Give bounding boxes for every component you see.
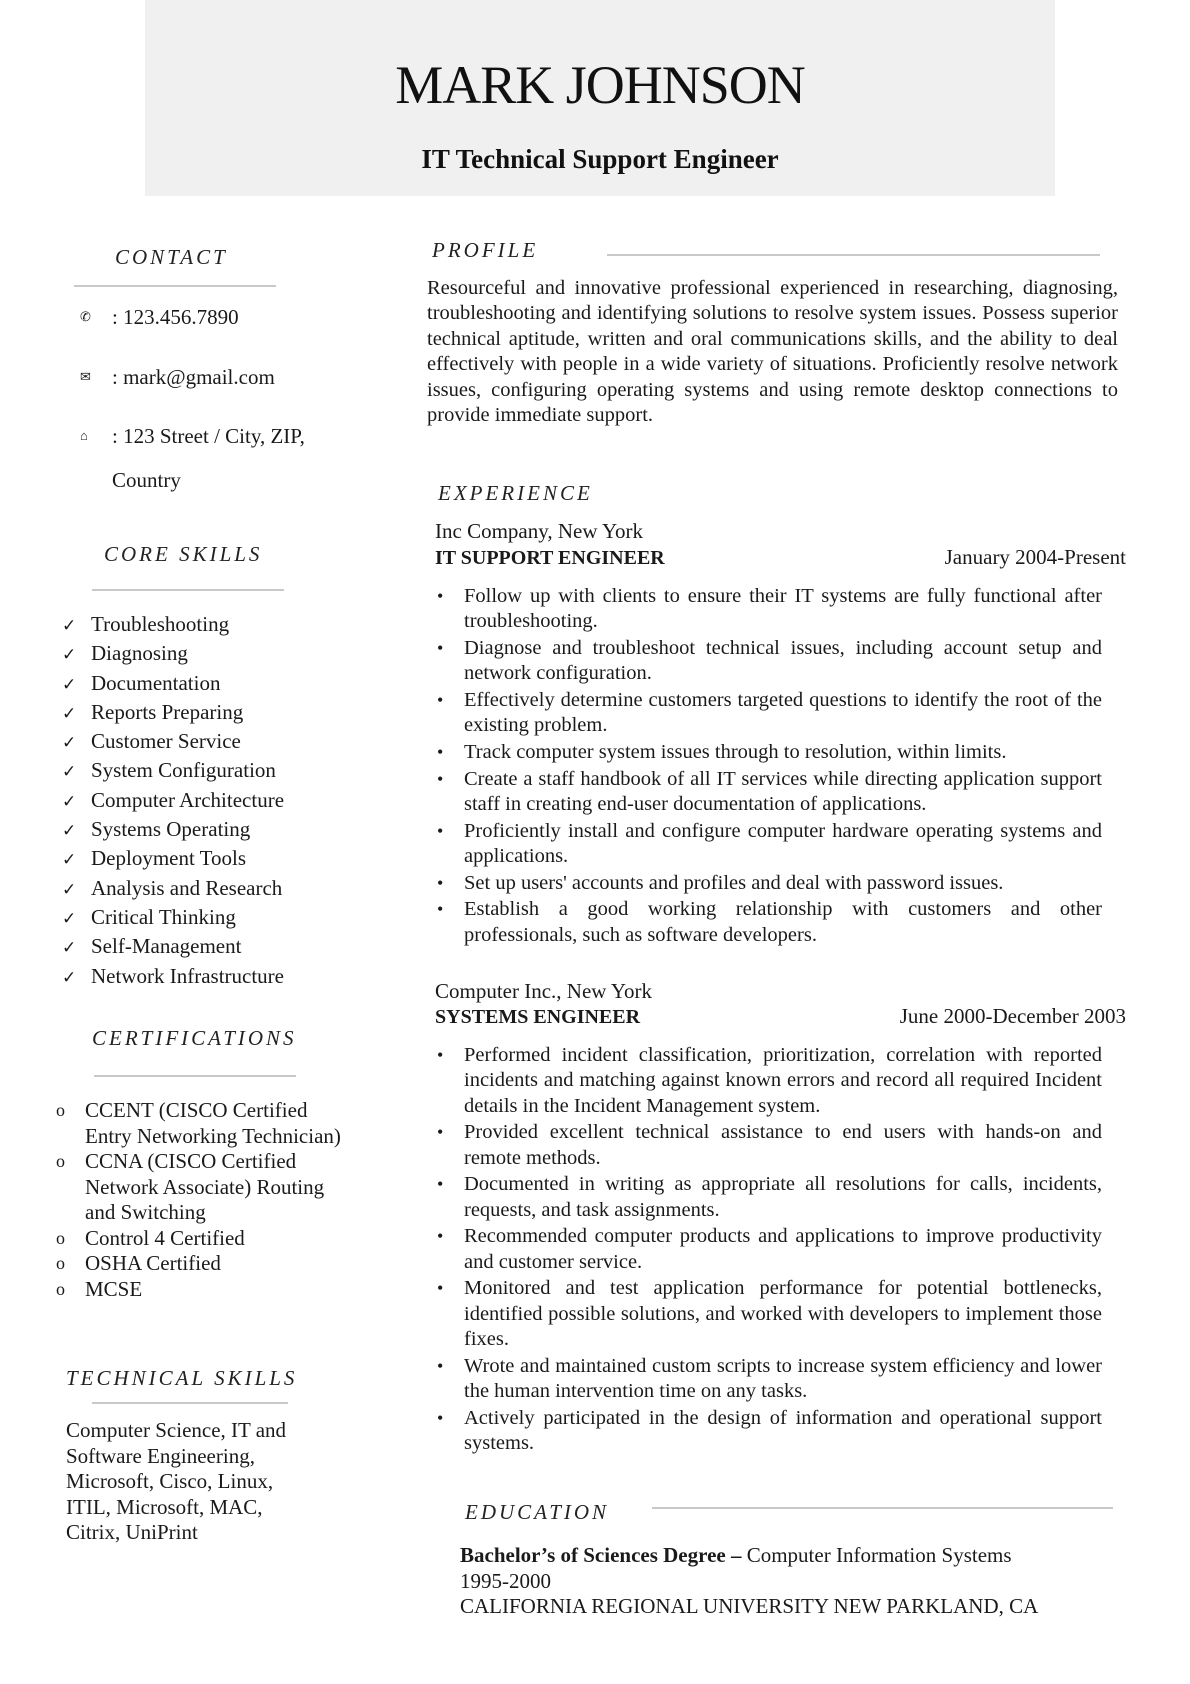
job2-dates: June 2000-December 2003	[899, 1004, 1126, 1028]
address-line1: : 123 Street / City, ZIP,	[112, 424, 305, 448]
bullet-icon: •	[437, 1355, 444, 1376]
circle-bullet-icon: o	[56, 1151, 65, 1171]
bullet-icon: •	[437, 768, 444, 789]
job2-bullets	[435, 1043, 1102, 1457]
skill-item: ✓ Reports Preparing	[62, 698, 284, 727]
job1-bullet-item: • Follow up with clients to ensure their IT systems are fully functional after troubleshooting.	[437, 585, 1102, 633]
certifications-heading: CERTIFICATIONS	[92, 1026, 297, 1050]
candidate-name: MARK JOHNSON	[395, 55, 805, 115]
header-banner	[145, 0, 1055, 196]
bullet-icon: •	[437, 899, 444, 920]
contact-phone	[80, 307, 239, 328]
job1-bullet-item: • Set up users' accounts and profiles and deal with password issues.	[435, 871, 1102, 896]
job-title: IT Technical Support Engineer	[421, 144, 779, 174]
skill-item: ✓ Network Infrastructure	[62, 962, 284, 991]
education-heading: EDUCATION	[465, 1500, 610, 1524]
certifications-divider	[94, 1075, 296, 1077]
job2-bullet-item: • Actively participated in the design of information and operational support systems.	[437, 1406, 1102, 1454]
job1-bullets	[435, 584, 1102, 949]
skill-item: ✓ Deployment Tools	[62, 844, 284, 873]
technical-skills-divider	[92, 1402, 288, 1404]
circle-bullet-icon: o	[56, 1278, 65, 1299]
bullet-icon: •	[437, 1278, 444, 1299]
check-icon: ✓	[62, 733, 77, 753]
core-skills-divider	[92, 589, 284, 591]
check-icon: ✓	[62, 616, 77, 635]
job2-company: Computer Inc., New York	[435, 979, 652, 1003]
education-degree: Bachelor’s of Sciences Degree –	[460, 1543, 742, 1567]
check-icon: ✓	[62, 645, 77, 665]
skill-item: ✓ Troubleshooting	[62, 610, 284, 639]
skill-item: ✓ Diagnosing	[62, 639, 284, 668]
bullet-icon: •	[437, 741, 444, 762]
check-icon: ✓	[62, 762, 77, 782]
job1-bullet-item: • Create a staff handbook of all IT services while directing application support staff in creating end-user documentation of applications.	[437, 767, 1102, 815]
bullet-icon: •	[437, 586, 444, 606]
experience-heading: EXPERIENCE	[438, 481, 593, 505]
bullet-icon: •	[437, 1122, 444, 1143]
contact-email	[80, 367, 275, 388]
job2-bullet-item: • Recommended computer products and applications to improve productivity and customer service.	[437, 1225, 1102, 1273]
job2-bullet-item: • Monitored and test application performance for potential bottlenecks, identified possible solutions, and worked with developers to implement those fixes.	[437, 1277, 1102, 1350]
job2-role: SYSTEMS ENGINEER	[435, 1006, 641, 1028]
check-icon: ✓	[62, 821, 77, 841]
job1-dates: January 2004-Present	[944, 545, 1126, 569]
technical-skills-heading: TECHNICAL SKILLS	[66, 1366, 298, 1390]
certification-item: o OSHA Certified	[56, 1251, 221, 1275]
contact-address	[80, 426, 305, 447]
skill-item: ✓ Computer Architecture	[62, 786, 284, 815]
check-icon: ✓	[62, 850, 77, 870]
job1-bullet-item: • Effectively determine customers targeted questions to identify the root of the existing problem.	[437, 688, 1102, 737]
job2-bullet-item: • Documented in writing as appropriate all resolutions for calls, incidents, requests, and task assignments.	[437, 1173, 1102, 1221]
skill-item: ✓ Systems Operating	[62, 815, 284, 844]
education-degree-line	[460, 1545, 1012, 1566]
check-icon: ✓	[62, 791, 77, 811]
core-skills-heading: CORE SKILLS	[104, 542, 263, 566]
contact-heading: CONTACT	[115, 245, 228, 269]
bullet-icon: •	[437, 872, 444, 893]
check-icon: ✓	[62, 879, 77, 899]
job2-bullet-item: • Provided excellent technical assistance to end users with hands-on and remote methods.	[437, 1121, 1102, 1169]
check-icon: ✓	[62, 703, 77, 723]
job1-bullet-item: • Proficiently install and configure computer hardware operating systems and applications.	[437, 819, 1102, 867]
job1-bullet-item: • Establish a good working relationship with customers and other professionals, such as software developers.	[437, 898, 1102, 946]
skill-item: ✓ Self-Management	[62, 932, 284, 961]
bullet-icon: •	[437, 689, 444, 710]
skill-item: ✓ System Configuration	[62, 756, 284, 785]
check-icon: ✓	[62, 938, 77, 958]
certification-item: o Control 4 Certified	[56, 1225, 245, 1250]
education-field: Computer Information Systems	[746, 1543, 1012, 1567]
check-icon: ✓	[62, 967, 77, 987]
bullet-icon: •	[437, 1226, 444, 1247]
technical-skills-text: Computer Science, IT and Software Engineering, Microsoft, Cisco, Linux, ITIL, Microsoft, MAC, Citrix, UniPrint	[66, 1418, 287, 1544]
bullet-icon: •	[437, 1174, 444, 1195]
profile-text: Resourceful and innovative professional experienced in researching, diagnosing, troubleshooting and identifying solutions to resolve system issues. Possess superior technical aptitude, written and oral communications skills, and the ability to deal effectively with people in a wide variety of situations. Proficiently resolve network issues, configuring operating systems and using remote desktop connections to provide immediate support.	[427, 277, 1118, 427]
job2-bullet-item: • Wrote and maintained custom scripts to increase system efficiency and lower the human intervention time on any tasks.	[437, 1354, 1102, 1402]
job1-company: Inc Company, New York	[435, 519, 644, 543]
email-text: : mark@gmail.com	[112, 365, 275, 389]
check-icon: ✓	[62, 674, 77, 694]
envelope-icon: ✉	[80, 369, 91, 384]
certifications-list	[56, 1098, 346, 1302]
phone-icon: ✆	[80, 309, 91, 324]
certification-item: o CCNA (CISCO Certified Network Associate) Routing and Switching	[56, 1149, 325, 1224]
skill-item: ✓ Critical Thinking	[62, 903, 284, 932]
education-divider	[652, 1507, 1113, 1509]
bullet-icon: •	[437, 820, 444, 841]
circle-bullet-icon: o	[56, 1100, 65, 1120]
address-line2: Country	[112, 468, 181, 492]
core-skills-list	[62, 610, 284, 991]
job1-bullet-item: • Diagnose and troubleshoot technical issues, including account setup and network configuration.	[437, 636, 1102, 685]
check-icon: ✓	[62, 908, 77, 928]
circle-bullet-icon: o	[56, 1227, 65, 1248]
certification-item: o MCSE	[56, 1276, 143, 1301]
phone-text: : 123.456.7890	[112, 305, 239, 329]
profile-divider	[607, 254, 1100, 256]
education-years: 1995-2000	[460, 1569, 551, 1593]
contact-divider	[74, 285, 276, 287]
bullet-icon: •	[437, 1045, 444, 1065]
profile-heading: PROFILE	[432, 238, 539, 262]
skill-item: ✓ Analysis and Research	[62, 874, 284, 903]
job1-bullet-item: • Track computer system issues through to resolution, within limits.	[435, 740, 1102, 765]
bullet-icon: •	[437, 637, 444, 658]
home-icon: ⌂	[80, 428, 88, 443]
education-school: CALIFORNIA REGIONAL UNIVERSITY NEW PARKLAND, CA	[460, 1594, 1039, 1618]
bullet-icon: •	[437, 1407, 444, 1428]
skill-item: ✓ Customer Service	[62, 727, 284, 756]
circle-bullet-icon: o	[56, 1253, 65, 1273]
certification-item: o CCENT (CISCO Certified Entry Networking Technician)	[56, 1098, 341, 1148]
skill-item: ✓ Documentation	[62, 669, 284, 698]
job1-role: IT SUPPORT ENGINEER	[435, 547, 665, 569]
job2-bullet-item: • Performed incident classification, prioritization, correlation with reported incidents and matching against known errors and record all required Incident details in the Incident Management system.	[437, 1044, 1102, 1117]
